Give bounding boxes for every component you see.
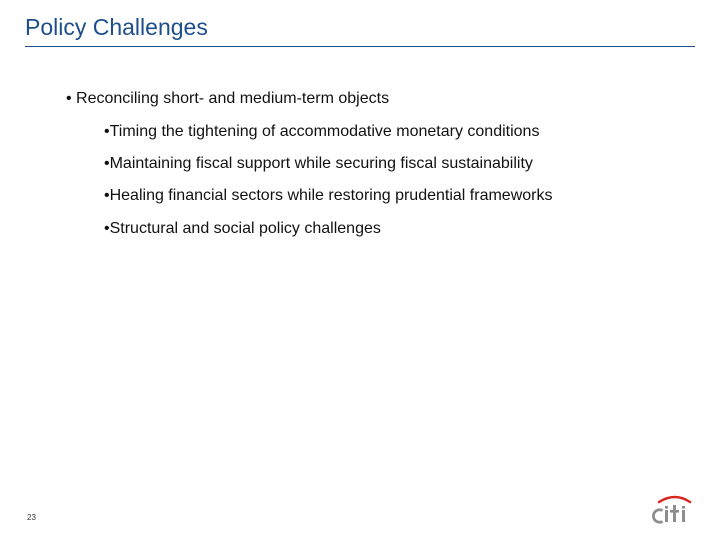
- logo-letter-i-2: [682, 510, 685, 522]
- logo-letter-i: [665, 510, 668, 522]
- page-number: 23: [27, 513, 36, 522]
- logo-letter-c: [653, 510, 662, 522]
- citi-logo: [649, 492, 695, 528]
- bullet-item: •Timing the tightening of accommodative monetary conditions: [104, 123, 540, 140]
- slide-title: Policy Challenges: [25, 14, 208, 40]
- bullet-item: •Structural and social policy challenges: [104, 220, 381, 237]
- logo-arc: [659, 497, 690, 502]
- logo-i-dot-2: [682, 506, 685, 509]
- logo-letter-t-stem: [673, 505, 676, 522]
- bullet-item: •Maintaining fiscal support while securing fiscal sustainability: [104, 155, 533, 172]
- bullet-item: •Healing financial sectors while restoring prudential frameworks: [104, 187, 553, 204]
- bullet-item: • Reconciling short- and medium-term objects: [66, 90, 390, 107]
- logo-letter-t-bar: [670, 510, 679, 513]
- logo-i-dot: [665, 506, 668, 509]
- citi-logo-mark: [649, 492, 695, 528]
